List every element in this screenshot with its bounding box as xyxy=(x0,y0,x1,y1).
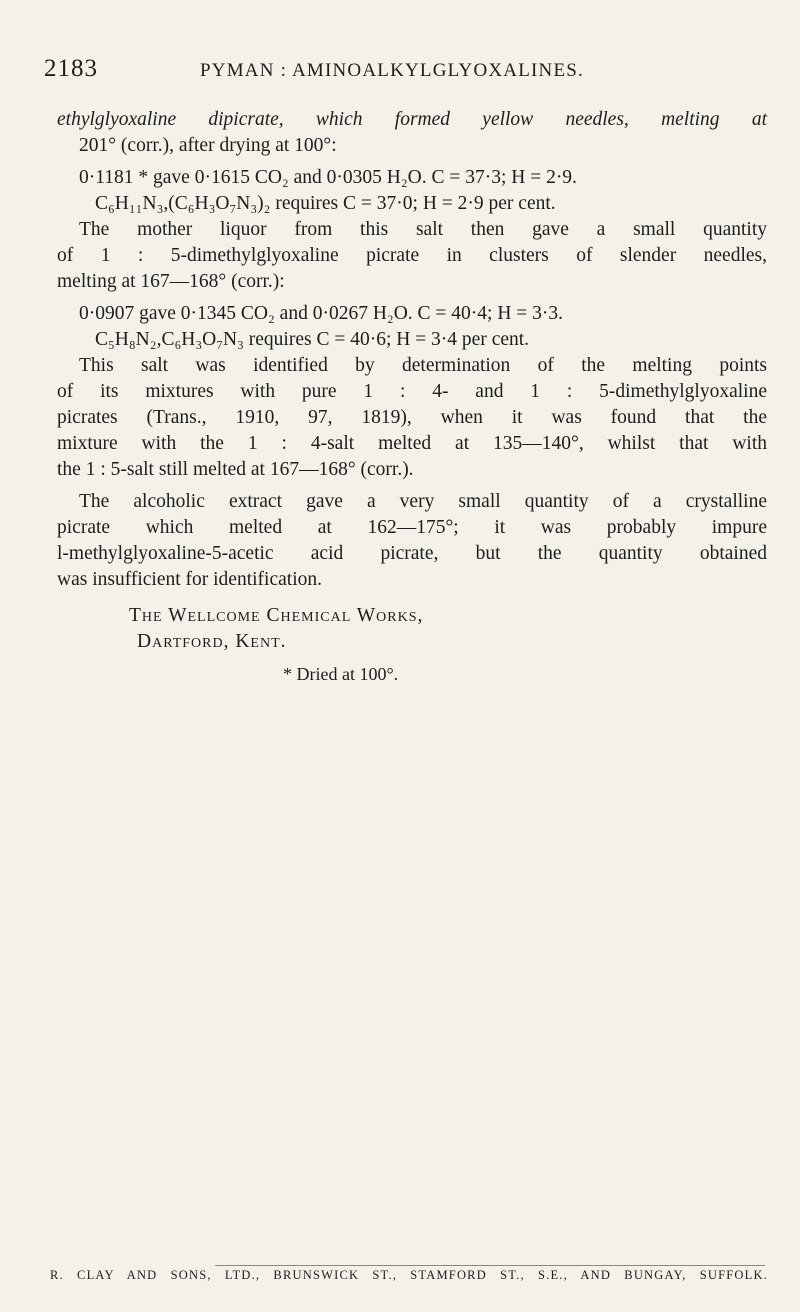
text-line: of 1 : 5-dimethylglyoxaline picrate in clusters of slender needles, xyxy=(57,245,767,266)
printer-imprint: R. CLAY AND SONS, LTD., BRUNSWICK ST., STAMFORD ST., S.E., AND BUNGAY, SUFFOLK. xyxy=(50,1268,768,1282)
analysis-line: 0·0907 gave 0·1345 CO₂ and 0·0267 H₂O. C = 40·4; H = 3·3. xyxy=(79,303,564,324)
text-line: melting at 167—168° (corr.): xyxy=(57,271,285,292)
footnote: * Dried at 100°. xyxy=(283,664,399,684)
text-line: The mother liquor from this salt then gave a small quantity xyxy=(79,219,767,240)
affiliation-block xyxy=(57,603,767,655)
text-line: was insufficient for identification. xyxy=(57,569,322,590)
page-number: 2183 xyxy=(44,55,98,82)
running-title: PYMAN : AMINOALKYLGLYOXALINES. xyxy=(200,60,585,81)
text-line: the 1 : 5-salt still melted at 167—168° (corr.). xyxy=(57,459,414,480)
text-line: This salt was identified by determination of the melting points xyxy=(79,355,767,376)
text-line: picrates (Trans., 1910, 97, 1819), when it was found that the xyxy=(57,407,767,428)
text-line: ethylglyoxaline dipicrate, which formed yellow needles, melting at xyxy=(57,109,767,130)
analysis-line: 0·1181 * gave 0·1615 CO₂ and 0·0305 H₂O. C = 37·3; H = 2·9. xyxy=(79,167,577,188)
text-line: picrate which melted at 162—175°; it was probably impure xyxy=(57,517,767,538)
text-line: l-methylglyoxaline-5-acetic acid picrate, but the quantity obtained xyxy=(57,543,767,564)
formula-line: C₆H₁₁N₃,(C₆H₃O₇N₃)₂ requires C = 37·0; H = 2·9 per cent. xyxy=(95,193,556,214)
text-line: The alcoholic extract gave a very small quantity of a crystalline xyxy=(79,491,767,512)
affiliation-line: The Wellcome Chemical Works, xyxy=(129,605,424,626)
article-body xyxy=(57,107,767,687)
footer-rule xyxy=(215,1265,765,1266)
affiliation-line: Dartford, Kent. xyxy=(137,631,287,652)
text-line: 201° (corr.), after drying at 100°: xyxy=(79,135,337,156)
running-header xyxy=(44,55,740,89)
formula-line: C₅H₈N₂,C₆H₃O₇N₃ requires C = 40·6; H = 3·4 per cent. xyxy=(95,329,530,350)
text-line: of its mixtures with pure 1 : 4- and 1 : 5-dimethylglyoxaline xyxy=(57,381,767,402)
text-line: mixture with the 1 : 4-salt melted at 135—140°, whilst that with xyxy=(57,433,767,454)
